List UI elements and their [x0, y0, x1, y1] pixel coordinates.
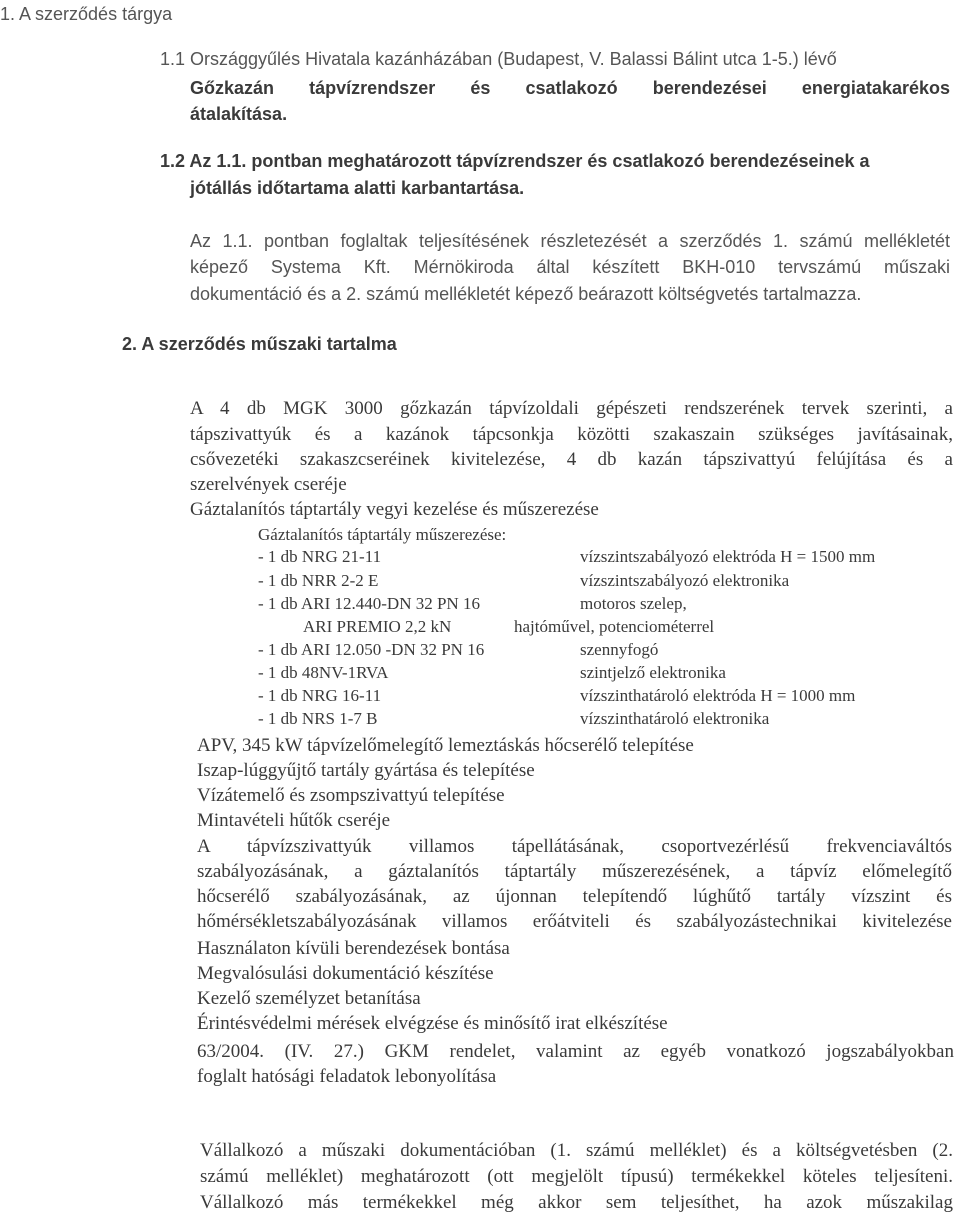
item-1-1-line2: Gőzkazán tápvízrendszer és csatlakozó berendezései energiatakarékos — [190, 78, 950, 98]
control-line1: A tápvízszivattyúk villamos tápellátásának, csoportvezérlésű frekvenciaváltós — [197, 836, 952, 857]
intro-line2: tápszivattyúk és a kazánok tápcsonkja közötti szakaszain szükséges javításainak, — [190, 424, 953, 445]
control-line4: hőmérsékletszabályozásának villamos erőátviteli és szabályozástechnikai kivitelezése — [197, 911, 952, 932]
task-item: APV, 345 kW tápvízelőmelegítő lemeztáskás hőcserélő telepítése — [197, 735, 694, 756]
instrument-desc: szennyfogó — [580, 640, 659, 659]
intro-line3: csővezetéki szakaszcseréinek kivitelezése, 4 db kazán tápszivattyú felújítása és a — [190, 449, 953, 470]
closing-line3: Vállalkozó más termékekkel még akkor sem teljesíthet, ha azok műszakilag — [200, 1192, 953, 1213]
instrument-desc: vízszinthatároló elektronika — [580, 709, 770, 728]
item-1-2-line2: jótállás időtartama alatti karbantartása. — [190, 178, 525, 198]
regulation-line2: foglalt hatósági feladatok lebonyolítása — [197, 1066, 497, 1087]
regulation-line1: 63/2004. (IV. 27.) GKM rendelet, valamint az egyéb vonatkozó jogszabályokban — [197, 1041, 954, 1062]
intro-line1: A 4 db MGK 3000 gőzkazán tápvízoldali gépészeti rendszerének tervek szerinti, a — [190, 398, 953, 419]
instrument-desc: vízszintszabályozó elektronika — [580, 571, 790, 590]
item-1-1-line3: átalakítása. — [190, 104, 288, 124]
instrument-item: - 1 db NRR 2-2 E — [258, 571, 379, 590]
degasser-subtitle: Gáztalanítós táptartály műszerezése: — [258, 525, 507, 544]
instrument-item: - 1 db NRS 1-7 B — [258, 709, 378, 728]
task-item: Megvalósulási dokumentáció készítése — [197, 963, 494, 984]
item-1-1-line1: 1.1 Országgyűlés Hivatala kazánházában (Budapest, V. Balassi Bálint utca 1-5.) lévő — [160, 49, 837, 69]
task-item: Iszap-lúggyűjtő tartály gyártása és telepítése — [197, 760, 535, 781]
paragraph-line3: dokumentáció és a 2. számú mellékletét képező beárazott költségvetés tartalmazza. — [190, 284, 862, 304]
control-line3: hőcserélő szabályozásának, az újonnan telepítendő lúghűtő tartály vízszint és — [197, 886, 952, 907]
instrument-item: - 1 db ARI 12.440-DN 32 PN 16 — [258, 594, 480, 613]
closing-line1: Vállalkozó a műszaki dokumentációban (1. számú melléklet) és a költségvetésben (2. — [200, 1140, 953, 1161]
instrument-desc: szintjelző elektronika — [580, 663, 726, 682]
instrument-desc: vízszinthatároló elektróda H = 1000 mm — [580, 686, 856, 705]
instrument-desc: vízszintszabályozó elektróda H = 1500 mm — [580, 547, 876, 566]
closing-line2: számú melléklet) meghatározott (ott megjelölt típusú) termékekkel köteles teljesíteni. — [200, 1166, 953, 1187]
control-line2: szabályozásának, a gáztalanítós táptartály műszerezésének, a tápvíz előmelegítő — [197, 861, 952, 882]
task-item: Érintésvédelmi mérések elvégzése és minősítő irat elkészítése — [197, 1013, 668, 1034]
instrument-item: ARI PREMIO 2,2 kN — [303, 617, 452, 636]
degasser-title: Gáztalanítós táptartály vegyi kezelése és műszerezése — [190, 499, 599, 520]
task-item: Vízátemelő és zsompszivattyú telepítése — [197, 785, 505, 806]
paragraph-line2: képező Systema Kft. Mérnökiroda által készített BKH-010 tervszámú műszaki — [190, 257, 950, 277]
task-item: Kezelő személyzet betanítása — [197, 988, 421, 1009]
instrument-item: - 1 db NRG 21-11 — [258, 547, 382, 566]
intro-line4: szerelvények cseréje — [190, 474, 347, 495]
paragraph-line1: Az 1.1. pontban foglaltak teljesítésének részletezését a szerződés 1. számú mellékletét — [190, 231, 950, 251]
instrument-desc: hajtóművel, potenciométerrel — [514, 617, 715, 636]
task-item: Használaton kívüli berendezések bontása — [197, 938, 510, 959]
instrument-item: - 1 db 48NV-1RVA — [258, 663, 389, 682]
task-item: Mintavételi hűtők cseréje — [197, 810, 391, 831]
instrument-desc: motoros szelep, — [580, 594, 687, 613]
instrument-item: - 1 db ARI 12.050 -DN 32 PN 16 — [258, 640, 485, 659]
section2-heading: 2. A szerződés műszaki tartalma — [122, 334, 397, 354]
section1-heading: 1. A szerződés tárgya — [0, 4, 173, 24]
item-1-2-line1: 1.2 Az 1.1. pontban meghatározott tápvízrendszer és csatlakozó berendezéseinek a — [160, 151, 870, 171]
instrument-item: - 1 db NRG 16-11 — [258, 686, 382, 705]
